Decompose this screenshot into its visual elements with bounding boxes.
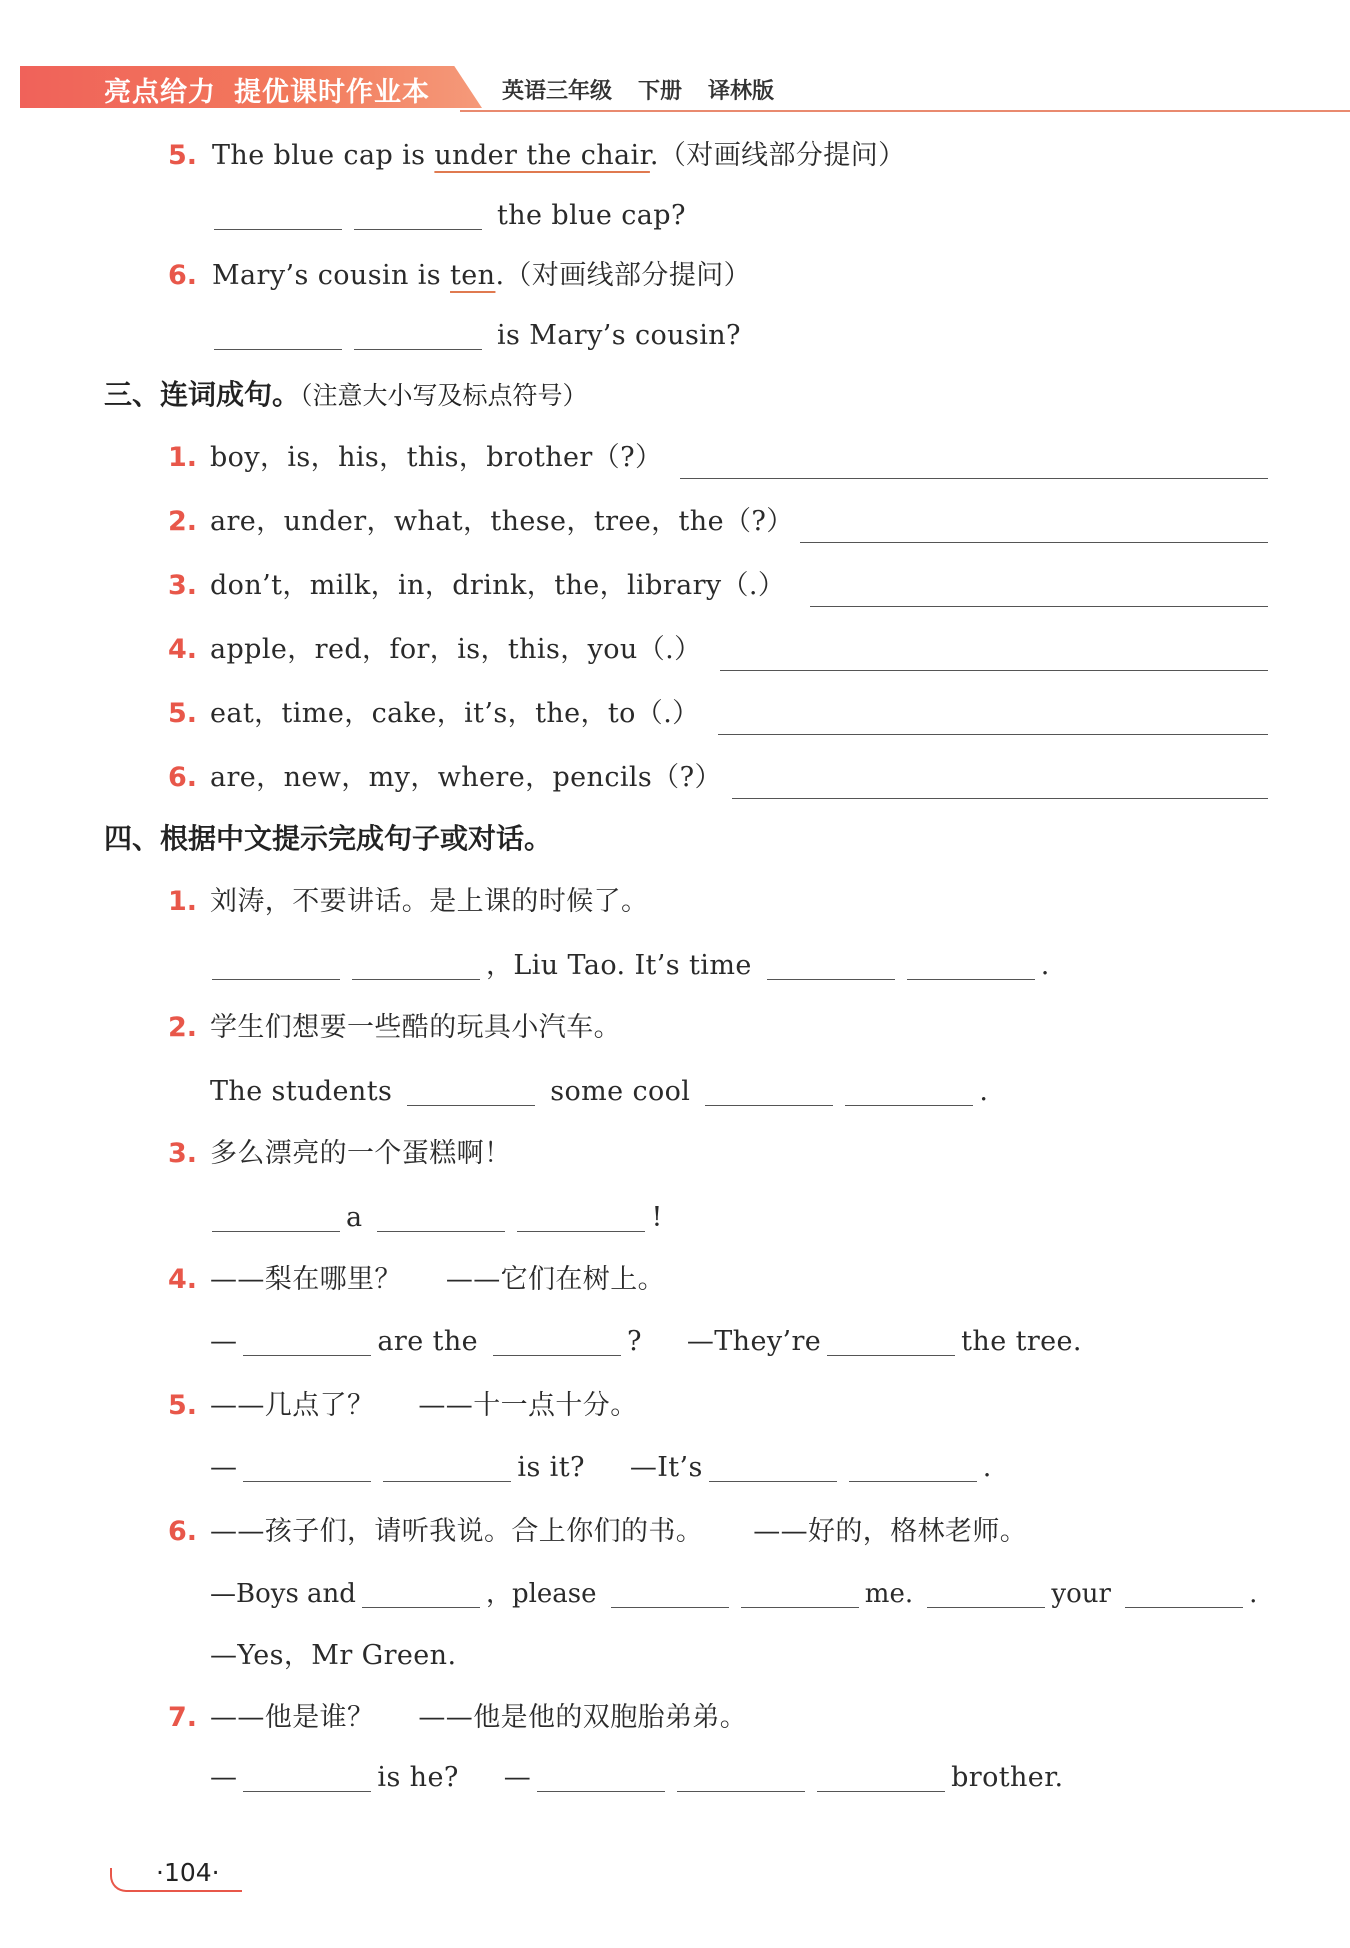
answer-blank[interactable] [517,1205,645,1232]
series-name: 提优课时作业本 [234,77,430,108]
answer-blank[interactable] [1125,1581,1243,1608]
word-list: boy，is，his，this，brother（?） [210,442,663,473]
question-number: 7. [168,1702,198,1733]
answer-blank[interactable] [493,1329,621,1356]
chinese-prompt: ——梨在哪里？ ——它们在树上。 [210,1264,666,1295]
answer-blank[interactable] [243,1455,371,1482]
answer-blank[interactable] [212,953,340,980]
question-number: 1. [168,442,198,473]
answer-blank[interactable] [214,203,342,230]
answer-row: — are the ? —They’re the tree. [210,1326,1082,1357]
question-number: 5. [168,1390,198,1421]
answer-row: — is it? —It’s . [210,1452,992,1483]
answer-blank[interactable] [214,323,342,350]
word-list: apple，red，for，is，this，you（.） [210,634,702,665]
answer-line[interactable] [718,734,1268,735]
chinese-prompt: ——孩子们，请听我说。合上你们的书。 ——好的，格林老师。 [210,1516,1028,1547]
question-number: 6. [168,762,198,793]
chinese-prompt: 刘涛，不要讲话。是上课的时候了。 [210,886,649,917]
answer-blank[interactable] [362,1581,480,1608]
answer-line[interactable] [800,542,1268,543]
answer-row: —Boys and ，please me. your . [210,1579,1258,1609]
section-note: （注意大小写及标点符号） [300,381,588,410]
answer-blank[interactable] [352,953,480,980]
answer-blank[interactable] [611,1581,729,1608]
answer-row: a ! [206,1200,663,1236]
banner-title [104,70,430,109]
answer-row: is Mary’s cousin? [208,318,741,354]
brand-name: 亮点给力 [104,77,216,108]
answer-blank[interactable] [243,1765,371,1792]
word-list: don’t，milk，in，drink，the，library（.） [210,570,786,601]
answer-blank[interactable] [537,1765,665,1792]
subject-info [502,74,774,105]
edition: 译林版 [708,79,775,104]
volume: 下册 [638,79,683,104]
answer-blank[interactable] [741,1581,859,1608]
question-number: 4. [168,1264,198,1295]
answer-blank[interactable] [907,953,1035,980]
answer-blank[interactable] [849,1455,977,1482]
question-number: 1. [168,886,198,917]
word-list: eat，time，cake，it’s，the，to（.） [210,698,700,729]
question-text: Mary’s cousin is ten.（对画线部分提问） [212,260,752,291]
header-divider [460,110,1350,112]
answer-blank[interactable] [705,1079,833,1106]
answer-blank[interactable] [927,1581,1045,1608]
question-number: 5. [168,698,198,729]
answer-blank[interactable] [383,1455,511,1482]
reply-text: —Yes，Mr Green. [210,1640,457,1671]
question-number: 6. [168,260,198,291]
answer-row: ，Liu Tao. It’s time . [206,948,1050,984]
answer-blank[interactable] [243,1329,371,1356]
answer-blank[interactable] [354,323,482,350]
question-number: 3. [168,570,198,601]
answer-blank[interactable] [845,1079,973,1106]
question-number: 2. [168,1012,198,1043]
page-number: ·104· [152,1858,224,1887]
question-text: The blue cap is under the chair.（对画线部分提问） [212,140,906,171]
word-list: are，new，my，where，pencils（?） [210,762,722,793]
answer-row: — is he? — brother. [210,1762,1064,1793]
answer-blank[interactable] [767,953,895,980]
answer-blank[interactable] [377,1205,505,1232]
underlined-phrase: ten [450,260,496,291]
answer-line[interactable] [732,798,1268,799]
answer-blank[interactable] [817,1765,945,1792]
chinese-prompt: 学生们想要一些酷的玩具小汽车。 [210,1012,621,1043]
question-number: 2. [168,506,198,537]
question-number: 4. [168,634,198,665]
section-title: 四、根据中文提示完成句子或对话。 [104,822,553,855]
subject-grade: 英语三年级 [502,79,613,104]
question-number: 5. [168,140,198,171]
page-header [20,66,1338,110]
answer-blank[interactable] [407,1079,535,1106]
chinese-prompt: ——几点了？ ——十一点十分。 [210,1390,638,1421]
page-footer [110,1858,250,1898]
answer-blank[interactable] [709,1455,837,1482]
word-list: are，under，what，these，tree，the（?） [210,506,794,537]
answer-line[interactable] [810,606,1268,607]
underlined-phrase: under the chair [434,140,650,171]
answer-blank[interactable] [354,203,482,230]
section-title: 三、连词成句。（注意大小写及标点符号） [104,378,588,411]
answer-row: The students some cool . [210,1076,989,1107]
chinese-prompt: 多么漂亮的一个蛋糕啊！ [210,1138,512,1169]
answer-line[interactable] [680,478,1268,479]
answer-blank[interactable] [827,1329,955,1356]
question-number: 6. [168,1516,198,1547]
question-number: 3. [168,1138,198,1169]
answer-blank[interactable] [677,1765,805,1792]
answer-blank[interactable] [212,1205,340,1232]
answer-line[interactable] [720,670,1268,671]
chinese-prompt: ——他是谁？ ——他是他的双胞胎弟弟。 [210,1702,748,1733]
answer-row: the blue cap? [208,198,686,234]
